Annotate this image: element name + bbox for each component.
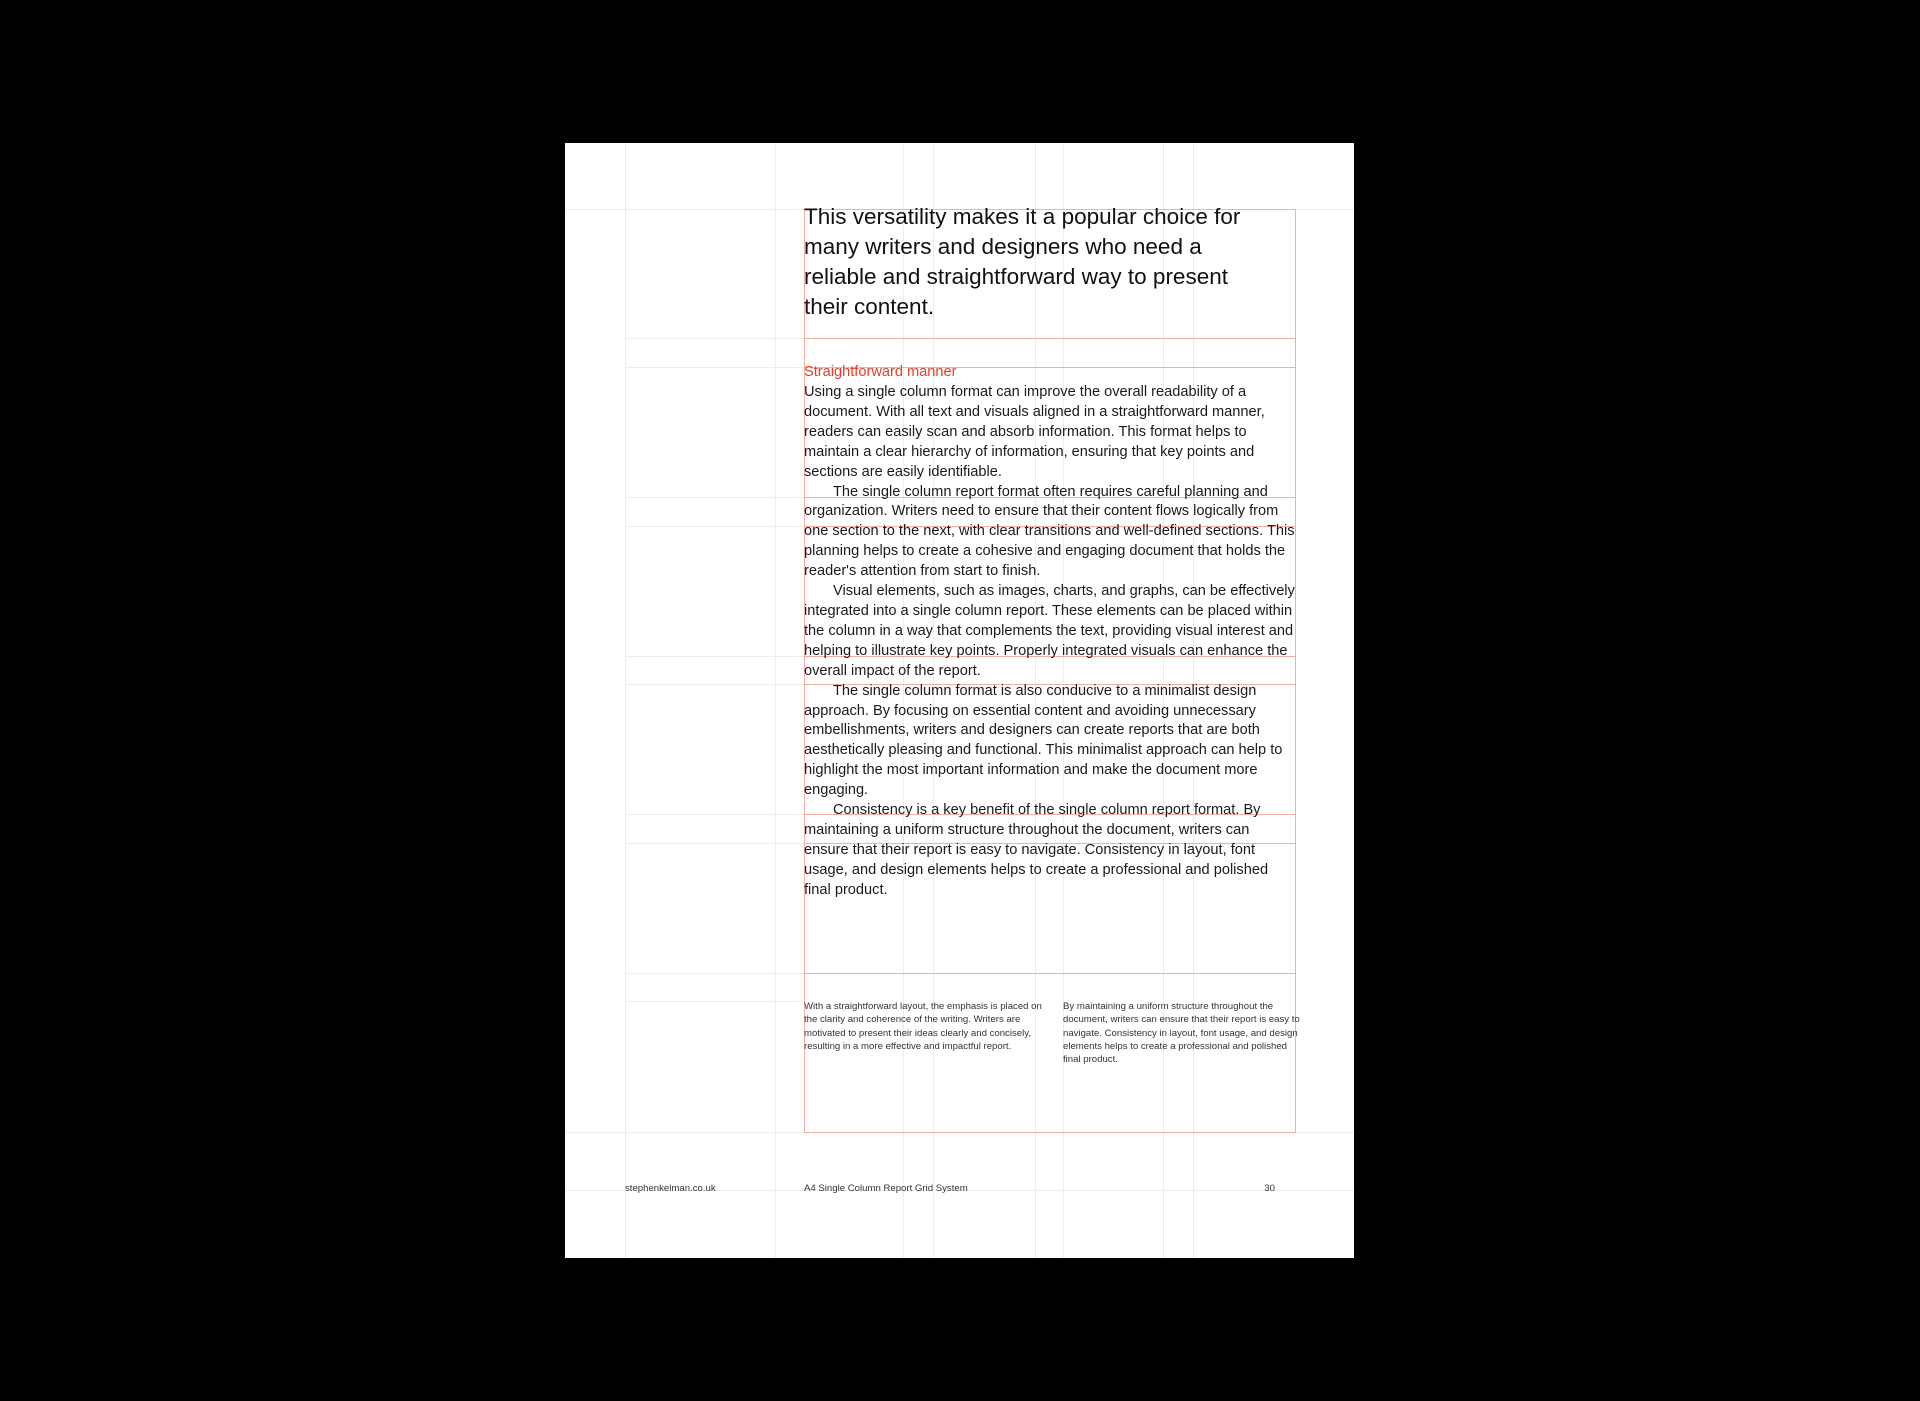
body-paragraph: Visual elements, such as images, charts, and graphs, can be effectively integrated into a single column report. These elements can be placed within the column in a way that complements the text, providing visual interest and helping to illustrate key points. Properly integrated visuals can enhance the overall impact of the report. <box>804 583 1295 679</box>
body-paragraph: The single column report format often requires careful planning and organization. Writers need to ensure that their content flows logically from one section to the next, with clear transitions and well-defined sections. This planning helps to create a cohesive and engaging document that holds the reader's attention from start to finish. <box>804 483 1295 580</box>
body-paragraph: Using a single column format can improve the overall readability of a document. With all text and visuals aligned in a straightforward manner, readers can easily scan and absorb information. This format helps to maintain a clear hierarchy of information, ensuring that key points and sections are easily identifiable. <box>804 384 1265 480</box>
body-text <box>804 383 1296 901</box>
side-note-left: With a straightforward layout, the emphasis is placed on the clarity and coherence of the writing. Writers are motivated to present their ideas clearly and concisely, resulting in a more effective and impactful report. <box>804 1001 1042 1052</box>
section-heading: Straightforward manner <box>804 364 957 380</box>
body-paragraph: The single column format is also conducive to a minimalist design approach. By focusing on essential content and avoiding unnecessary embellishments, writers and designers can create reports that are both aesthetically pleasing and functional. This minimalist approach can help to highlight the most important information and make the document more engaging. <box>804 682 1283 799</box>
document-page <box>565 143 1354 1258</box>
body-paragraph: Consistency is a key benefit of the single column report format. By maintaining a uniform structure throughout the document, writers can ensure that their report is easy to navigate. Consistency in layout, font usage, and design elements helps to create a professional and polished final product. <box>804 802 1269 898</box>
intro-text: This versatility makes it a popular choice for many writers and designers who need a reliable and straightforward way to present their content. <box>804 204 1241 319</box>
page-number: 30 <box>1264 1183 1275 1194</box>
footer-site: stephenkelman.co.uk <box>625 1183 716 1194</box>
side-note-right: By maintaining a uniform structure throughout the document, writers can ensure that their report is easy to navigate. Consistency in layout, font usage, and design elements helps to create a professional and polished final product. <box>1063 1001 1300 1066</box>
footer-title: A4 Single Column Report Grid System <box>804 1183 968 1194</box>
